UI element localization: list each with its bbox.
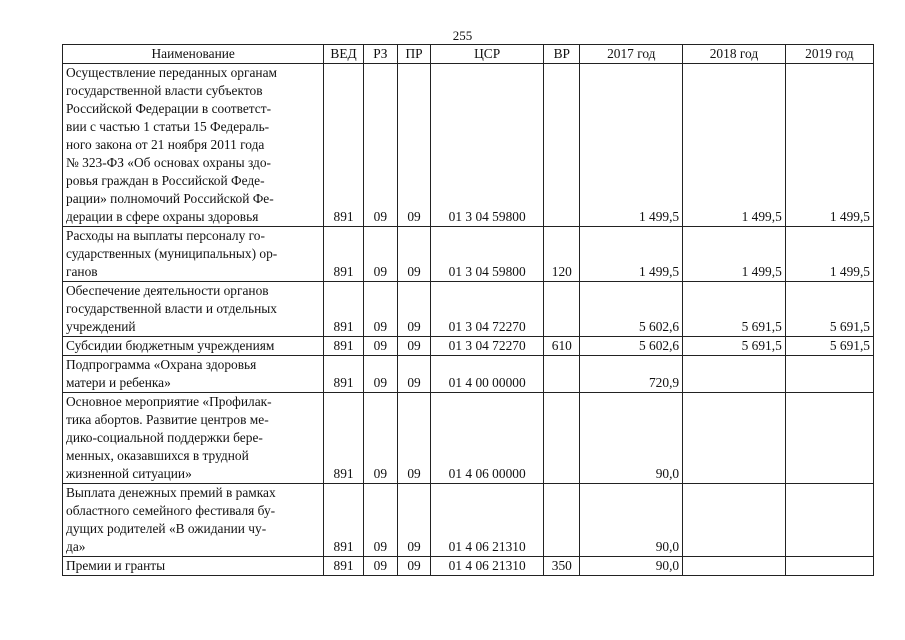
row-csr: 01 4 06 00000	[431, 393, 544, 484]
row-vr	[544, 356, 580, 393]
row-name: Подпрограмма «Охрана здоровья матери и ребенка»	[63, 356, 324, 393]
row-pr: 09	[397, 64, 430, 227]
row-ved: 891	[324, 557, 363, 576]
table-row	[63, 227, 874, 282]
row-ved: 891	[324, 282, 363, 337]
table-header-row	[63, 45, 874, 64]
row-csr: 01 3 04 72270	[431, 282, 544, 337]
row-2019	[785, 557, 873, 576]
row-2017: 90,0	[580, 484, 683, 557]
row-2018	[683, 557, 786, 576]
header-name: Наименование	[63, 45, 324, 64]
row-rz: 09	[363, 227, 397, 282]
page-number: 255	[452, 28, 473, 43]
row-name: Расходы на выплаты персоналу го- сударственных (муниципальных) ор- ганов	[63, 227, 324, 282]
table-row	[63, 64, 874, 227]
row-pr: 09	[397, 282, 430, 337]
row-pr: 09	[397, 356, 430, 393]
row-vr	[544, 282, 580, 337]
row-2019	[785, 356, 873, 393]
row-rz: 09	[363, 64, 397, 227]
row-2019: 5 691,5	[785, 337, 873, 356]
row-2018	[683, 393, 786, 484]
header-rz: РЗ	[363, 45, 397, 64]
row-name: Осуществление переданных органам государственной власти субъектов Российской Федерации в соответст- вии с частью 1 статьи 15 Федераль- ного закона от 21 ноября 2011 года № 323-ФЗ «Об основах охраны здо- ровья граждан в Российской Феде- рации» полномочий Российской Фе- дерации в сфере охраны здоровья	[63, 64, 324, 227]
row-2017: 90,0	[580, 557, 683, 576]
row-vr: 610	[544, 337, 580, 356]
row-pr: 09	[397, 227, 430, 282]
row-vr: 120	[544, 227, 580, 282]
header-vr: ВР	[544, 45, 580, 64]
row-2017: 1 499,5	[580, 64, 683, 227]
row-2017: 5 602,6	[580, 337, 683, 356]
row-rz: 09	[363, 282, 397, 337]
row-2019: 1 499,5	[785, 227, 873, 282]
row-vr	[544, 393, 580, 484]
row-2018: 1 499,5	[683, 64, 786, 227]
row-pr: 09	[397, 484, 430, 557]
table-row	[63, 282, 874, 337]
row-2019	[785, 393, 873, 484]
row-2018: 5 691,5	[683, 337, 786, 356]
row-pr: 09	[397, 337, 430, 356]
row-csr: 01 4 06 21310	[431, 484, 544, 557]
row-ved: 891	[324, 227, 363, 282]
row-2019: 1 499,5	[785, 64, 873, 227]
row-rz: 09	[363, 484, 397, 557]
row-ved: 891	[324, 64, 363, 227]
row-name: Обеспечение деятельности органов государственной власти и отдельных учреждений	[63, 282, 324, 337]
row-2017: 90,0	[580, 393, 683, 484]
row-csr: 01 4 00 00000	[431, 356, 544, 393]
header-2019: 2019 год	[785, 45, 873, 64]
row-ved: 891	[324, 356, 363, 393]
row-csr: 01 4 06 21310	[431, 557, 544, 576]
row-csr: 01 3 04 59800	[431, 64, 544, 227]
header-pr: ПР	[397, 45, 430, 64]
header-2018: 2018 год	[683, 45, 786, 64]
row-name: Основное мероприятие «Профилак- тика абортов. Развитие центров ме- дико-социальной поддержки бере- менных, оказавшихся в трудной жизненной ситуации»	[63, 393, 324, 484]
table-row	[63, 393, 874, 484]
row-vr	[544, 64, 580, 227]
row-2018: 5 691,5	[683, 282, 786, 337]
row-2017: 720,9	[580, 356, 683, 393]
row-vr	[544, 484, 580, 557]
header-ved: ВЕД	[324, 45, 363, 64]
row-ved: 891	[324, 484, 363, 557]
row-2018: 1 499,5	[683, 227, 786, 282]
row-rz: 09	[363, 557, 397, 576]
row-name: Субсидии бюджетным учреждениям	[63, 337, 324, 356]
row-csr: 01 3 04 72270	[431, 337, 544, 356]
table-row	[63, 557, 874, 576]
row-vr: 350	[544, 557, 580, 576]
header-2017: 2017 год	[580, 45, 683, 64]
table-row	[63, 484, 874, 557]
row-2018	[683, 356, 786, 393]
header-csr: ЦСР	[431, 45, 544, 64]
row-ved: 891	[324, 393, 363, 484]
row-2019	[785, 484, 873, 557]
row-csr: 01 3 04 59800	[431, 227, 544, 282]
row-2017: 1 499,5	[580, 227, 683, 282]
row-2018	[683, 484, 786, 557]
table-row	[63, 337, 874, 356]
row-2017: 5 602,6	[580, 282, 683, 337]
row-2019: 5 691,5	[785, 282, 873, 337]
row-pr: 09	[397, 557, 430, 576]
row-rz: 09	[363, 393, 397, 484]
row-pr: 09	[397, 393, 430, 484]
row-rz: 09	[363, 356, 397, 393]
row-ved: 891	[324, 337, 363, 356]
row-name: Премии и гранты	[63, 557, 324, 576]
table-row	[63, 356, 874, 393]
budget-table	[62, 44, 874, 576]
row-rz: 09	[363, 337, 397, 356]
row-name: Выплата денежных премий в рамках областного семейного фестиваля бу- дущих родителей «В ожидании чу- да»	[63, 484, 324, 557]
